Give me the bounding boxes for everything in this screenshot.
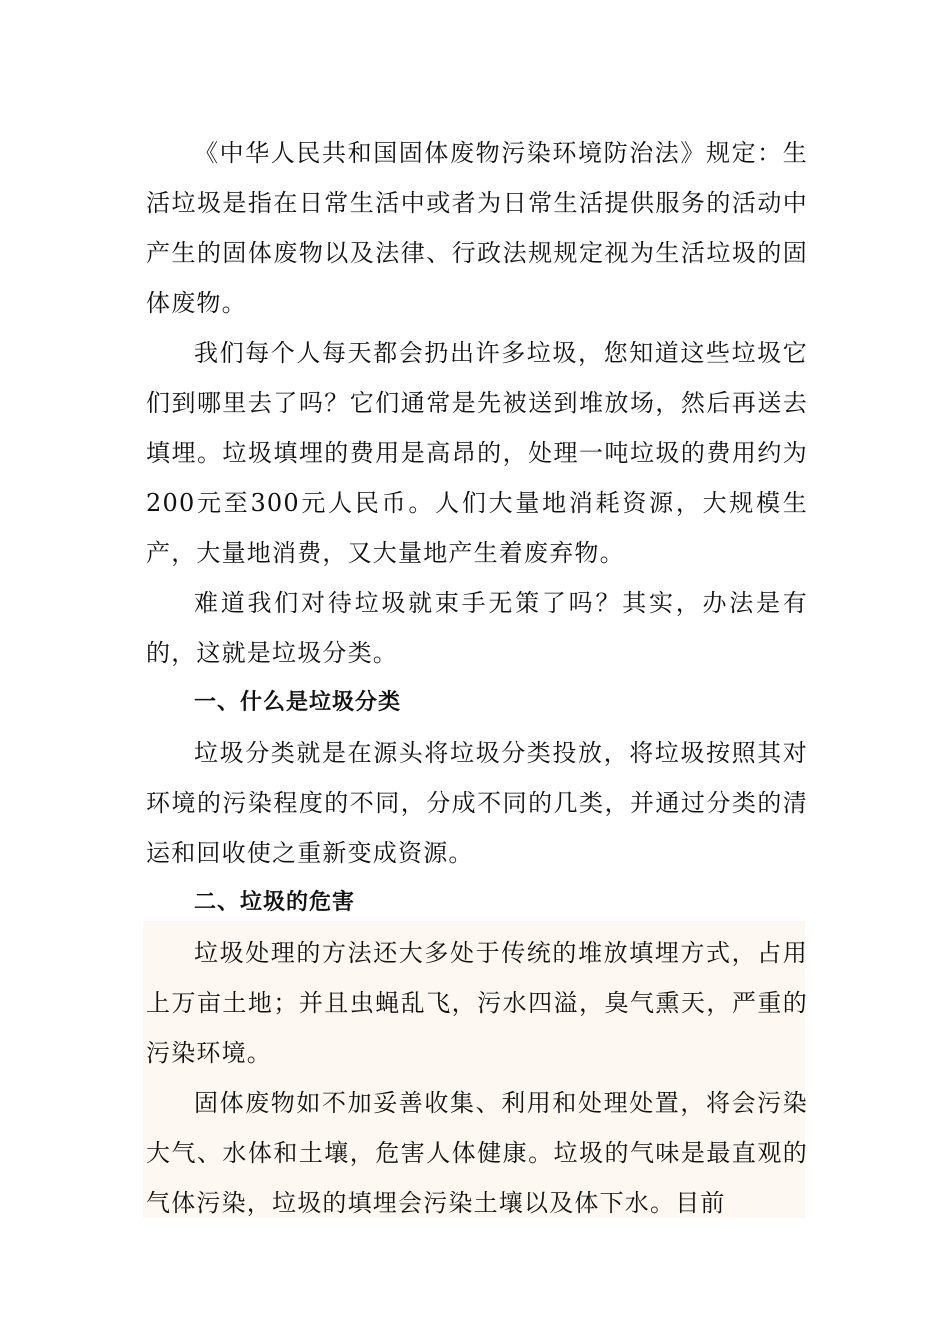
paragraph-definition: 《中华人民共和国固体废物污染环境防治法》规定：生活垃圾是指在日常生活中或者为日常生活提供服务的活动中产生的固体废物以及法律、行政法规规定视为生活垃圾的固体废物。 <box>146 139 808 317</box>
paragraph-sorting-definition: 垃圾分类就是在源头将垃圾分类投放，将垃圾按照其对环境的污染程度的不同，分成不同的几类，并通过分类的清运和回收使之重新变成资源。 <box>146 739 808 867</box>
paragraph-solution: 难道我们对待垃圾就束手无策了吗？其实，办法是有的，这就是垃圾分类。 <box>146 589 808 667</box>
document-body <box>146 128 808 1228</box>
paragraph-landfill-harm: 垃圾处理的方法还大多处于传统的堆放填埋方式，占用上万亩土地；并且虫蝇乱飞，污水四溢，臭气熏天，严重的污染环境。 <box>146 939 808 1067</box>
section-heading-garbage-harm: 二、垃圾的危害 <box>194 890 356 915</box>
paragraph-daily-garbage: 我们每个人每天都会扔出许多垃圾，您知道这些垃圾它们到哪里去了吗？它们通常是先被送到堆放场，然后再送去填埋。垃圾填埋的费用是高昂的，处理一吨垃圾的费用约为200元至300元人民币。人们大量地消耗资源，大规模生产，大量地消费，又大量地产生着废弃物。 <box>146 339 808 567</box>
section-heading-what-is-sorting: 一、什么是垃圾分类 <box>194 690 402 715</box>
paragraph-pollution: 固体废物如不加妥善收集、利用和处理处置，将会污染大气、水体和土壤，危害人体健康。垃圾的气味是最直观的气体污染，垃圾的填埋会污染土壤以及体下水。目前 <box>146 1089 808 1217</box>
